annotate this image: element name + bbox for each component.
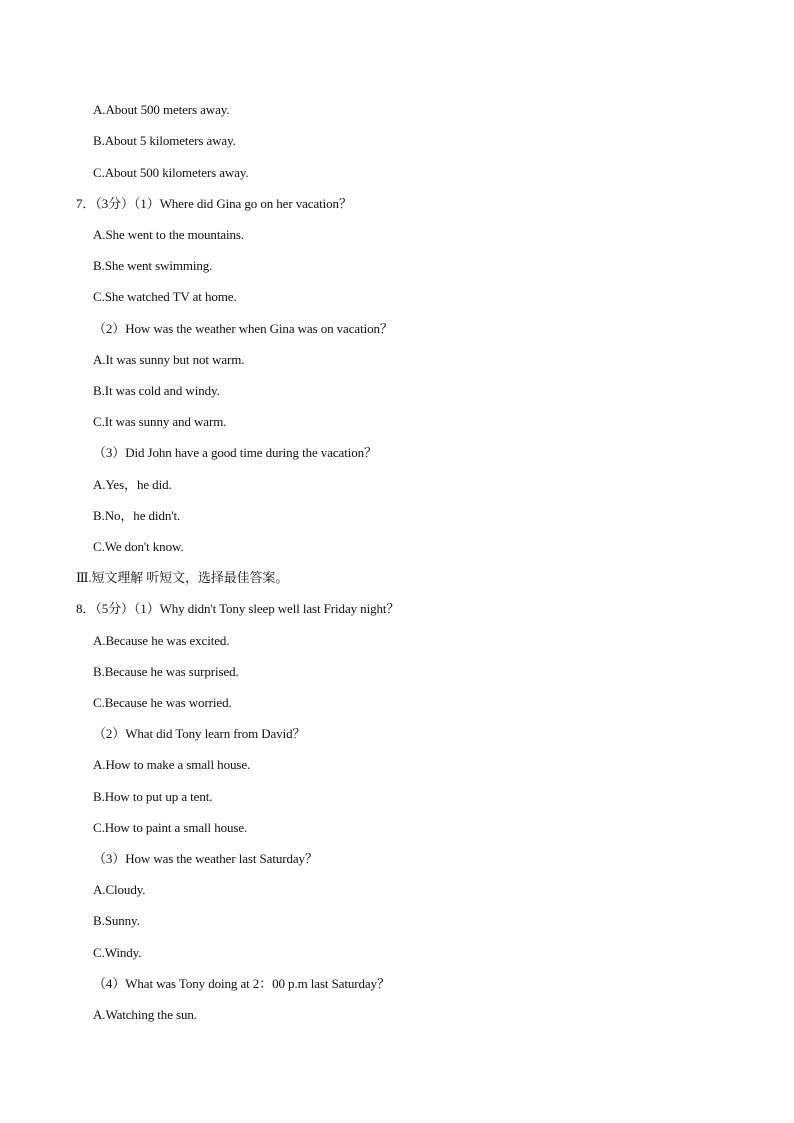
q8-sub2-option-a: A.How to make a small house. [93, 757, 251, 772]
q7-sub2-option-c: C.It was sunny and warm. [93, 414, 227, 429]
q8-sub2-question: （2）What did Tony learn from David？ [93, 726, 306, 741]
q6-option-b: B.About 5 kilometers away. [93, 133, 236, 148]
q8-sub3-option-c: C.Windy. [93, 945, 142, 960]
q7-sub1-option-b: B.She went swimming. [93, 258, 213, 273]
q7-sub3-option-a: A.Yes，he did. [93, 477, 172, 492]
q8-sub2-option-b: B.How to put up a tent. [93, 789, 213, 804]
q7-sub1-option-c: C.She watched TV at home. [93, 289, 237, 304]
q7-header: 7．（3分）（1）Where did Gina go on her vacation？ [76, 196, 352, 211]
section-3-title: Ⅲ.短文理解 听短文，选择最佳答案。 [76, 570, 289, 585]
q7-sub2-question: （2）How was the weather when Gina was on vacation？ [93, 321, 393, 336]
q8-sub3-option-b: B.Sunny. [93, 913, 140, 928]
q7-sub3-question: （3）Did John have a good time during the vacation？ [93, 445, 377, 460]
q7-sub2-option-a: A.It was sunny but not warm. [93, 352, 245, 367]
q8-sub4-option-a: A.Watching the sun. [93, 1007, 197, 1022]
q7-sub1-option-a: A.She went to the mountains. [93, 227, 245, 242]
q8-sub1-option-c: C.Because he was worried. [93, 695, 232, 710]
q8-sub1-option-a: A.Because he was excited. [93, 633, 230, 648]
q8-sub4-question: （4）What was Tony doing at 2：00 p.m last Saturday？ [93, 976, 390, 991]
q7-sub2-option-b: B.It was cold and windy. [93, 383, 220, 398]
q8-header: 8．（5分）（1）Why didn't Tony sleep well last Friday night？ [76, 601, 400, 616]
q8-sub3-option-a: A.Cloudy. [93, 882, 146, 897]
q8-sub2-option-c: C.How to paint a small house. [93, 820, 248, 835]
q7-sub3-option-b: B.No，he didn't. [93, 508, 181, 523]
q8-sub1-option-b: B.Because he was surprised. [93, 664, 239, 679]
q7-sub3-option-c: C.We don't know. [93, 539, 184, 554]
q6-option-c: C.About 500 kilometers away. [93, 165, 249, 180]
q8-sub3-question: （3）How was the weather last Saturday？ [93, 851, 318, 866]
q6-option-a: A.About 500 meters away. [93, 102, 230, 117]
